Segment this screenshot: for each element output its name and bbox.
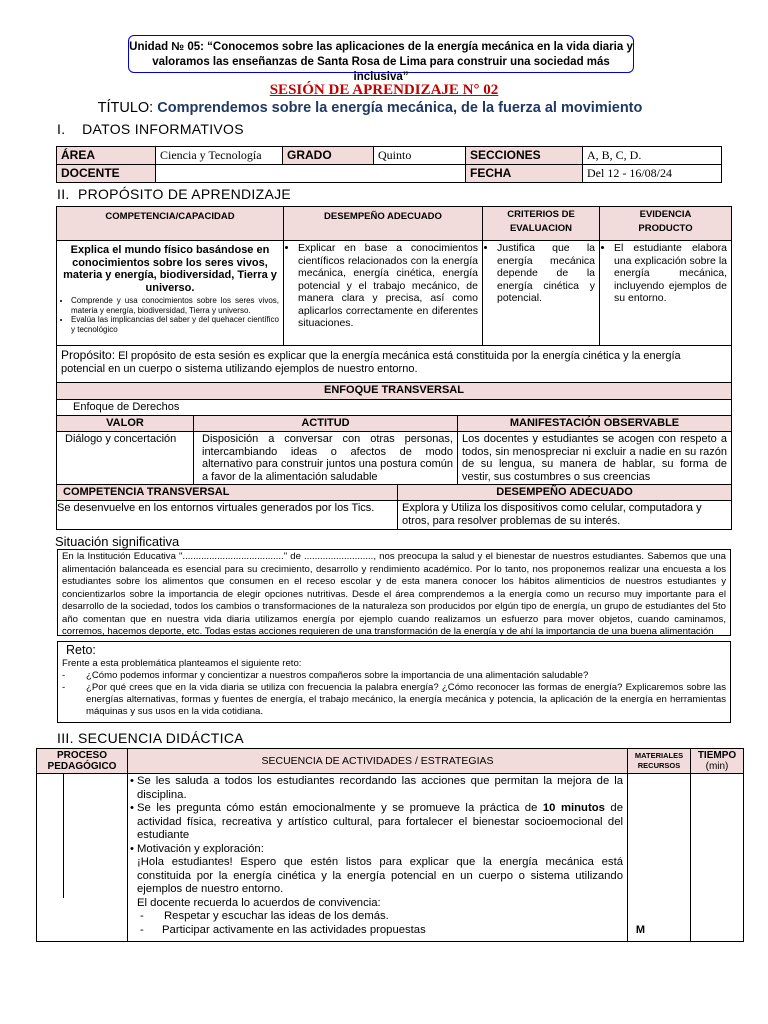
actividad-bullet-3: • Motivación y exploración: bbox=[130, 842, 264, 855]
fecha-label: FECHA bbox=[466, 165, 583, 183]
actitud-header: ACTITUD bbox=[194, 416, 458, 432]
actividad-text-part: Se les pregunta cómo están emocionalmente y se promueve la práctica de bbox=[137, 802, 543, 814]
docente-value bbox=[156, 165, 466, 183]
header-secuencia: SECUENCIA DE ACTIVIDADES / ESTRATEGIAS bbox=[128, 749, 628, 774]
manifestacion-value: Los docentes y estudiantes se acogen con respeto a todos, sin menospreciar ni excluir a nadie en su razón de su lengua, su manera de hablar, su forma de vestir, sus costumbres o sus creencias bbox=[458, 432, 732, 485]
manifestacion-header: MANIFESTACIÓN OBSERVABLE bbox=[458, 416, 732, 432]
header-evidencia-line-2: PRODUCTO bbox=[638, 223, 693, 234]
competencia-title: Explica el mundo físico basándose en conocimientos sobre los seres vivos, materia y energía, biodiversidad, Tierra y universo. bbox=[63, 244, 277, 294]
proceso-cell bbox=[37, 774, 128, 942]
actividad-bullet-1: • Se les saluda a todos los estudiantes recordando las acciones que permitan la mejora de la disciplina. bbox=[130, 775, 623, 801]
acuerdos-text: El docente recuerda lo acuerdos de convivencia: bbox=[137, 896, 381, 909]
docente-label: DOCENTE bbox=[57, 165, 156, 183]
titulo-label: TÍTULO: bbox=[97, 100, 154, 116]
header-tiempo-line-1: TIEMPO bbox=[697, 750, 737, 761]
section-proposito: II. PROPÓSITO DE APRENDIZAJE bbox=[57, 186, 292, 202]
unit-header-box bbox=[128, 35, 634, 83]
proposito-text: El propósito de esta sesión es explicar que la energía mecánica está constituida por la energía cinética y la energía potencial en un cuerpo o sistema utilizando ejemplos de nuestro entorno. bbox=[61, 350, 681, 375]
regla-item: - Respetar y escuchar las ideas de los demás. bbox=[140, 910, 389, 922]
secciones-value: A, B, C, D. bbox=[583, 147, 722, 165]
header-criterios-line-2: EVALUACION bbox=[509, 223, 573, 234]
regla-text: Participar activamente en las actividades propuestas bbox=[162, 923, 426, 936]
enfoque-value: Enfoque de Derechos bbox=[57, 400, 732, 416]
reto-title: Reto: bbox=[66, 643, 96, 657]
reto-item-2: - ¿Por qué crees que en la vida diaria se utiliza con frecuencia la palabra energía? ¿Cómo reconocer las formas de energía? Explicaremos sobre las energías alternativas, formas y fuentes de energía, el trabajo mecánico, la energía mecánica y potencia, la aplicación de la energía en herramientas máquinas y sus usos en la vida cotidiana. bbox=[62, 682, 726, 717]
reto-intro: Frente a esta problemática planteamos el siguiente reto: bbox=[62, 658, 302, 669]
area-value: Ciencia y Tecnología bbox=[156, 147, 283, 165]
situacion-title: Situación significativa bbox=[55, 534, 180, 549]
regla-item: - Participar activamente en las actividades propuestas bbox=[140, 923, 426, 936]
criterios-cell bbox=[483, 241, 600, 346]
situacion-text: En la Institución Educativa "......................................" de .........................., nos preocupa la salud y el bienestar de nuestros estudiantes. Sabemos que una alimentación balanceada es esencial para su crecimiento, desarrollo y rendimiento académico. Por lo tanto, nos proponemos realizar una encuesta a los estudiantes sobre los alimentos que consumen en el receso escolar y de esta manera conocer los hábitos alimenticios de nuestros estudiantes y concientizarlos sobre la importancia de elegir opciones nutritivas. Desde el área comprendemos a la energía como un recurso muy importante para el desarrollo de la sociedad, todos los cambios o transformaciones de la naturaleza son producidos por elgún tipo de energía, un grupo de estudiantes del 5to año comentan que en nuestra vida diaria utilizamos energía por ejemplo cuando realizamos un esfuerzo para mover objetos, cuando caminamos, corremos, hacemos deporte, etc. Todas estas acciones requieren de una transformación de la energía y de ahí la importancia de una buena alimentación bbox=[62, 551, 726, 636]
valor-value: Diálogo y concertación bbox=[57, 432, 194, 485]
reto-box bbox=[57, 641, 731, 723]
grado-label: GRADO bbox=[283, 147, 374, 165]
actividad-text: Se les saluda a todos los estudiantes recordando las acciones que permitan la mejora de la disciplina. bbox=[137, 775, 623, 801]
header-materiales-line-2: RECURSOS bbox=[637, 761, 681, 770]
reto-item-text: ¿Por qué crees que en la vida diaria se utiliza con frecuencia la palabra energía? ¿Cómo reconocer las formas de energía? Explicaremos sobre las energías alternativas, formas y fuentes de energía, el trabajo mecánico, la energía mecánica y potencia, la aplicación de la energía en herramientas máquinas y sus usos en la vida cotidiana. bbox=[86, 682, 726, 717]
competencia-transversal-table bbox=[56, 484, 732, 530]
proposito-block bbox=[56, 206, 732, 530]
header-competencia: COMPETENCIA/CAPACIDAD bbox=[57, 207, 284, 241]
secuencia-table bbox=[36, 748, 744, 942]
competencias-table bbox=[56, 206, 732, 383]
area-label: ÁREA bbox=[57, 147, 156, 165]
situacion-box bbox=[57, 549, 731, 636]
session-title: SESIÓN DE APRENDIZAJE N° 02 bbox=[269, 82, 499, 98]
header-materiales-line-1: MATERIALES bbox=[634, 751, 684, 760]
comp-trans-value: Se desenvuelve en los entornos virtuales generados por los Tics. bbox=[57, 501, 398, 530]
evidencia-text: • El estudiante elabora una explicación sobre la energía mecánica, incluyendo ejemplos de su entorno. bbox=[614, 242, 727, 305]
valor-header: VALOR bbox=[57, 416, 194, 432]
actividad-text-bold: 10 minutos bbox=[542, 802, 605, 814]
enfoque-table bbox=[56, 382, 732, 485]
header-criterios bbox=[483, 207, 600, 241]
header-evidencia bbox=[600, 207, 732, 241]
actividad-bullet-2: • Se les pregunta cómo están emocionalmente y se promueve la práctica de 10 minutos de actividad física, recreativa y artístico cultural, para fortalecer el bienestar socioemocional del estudiante bbox=[130, 802, 623, 841]
actividad-text-part: de actividad física, recreativa y artístico cultural, para fortalecer el bienestar socioemocional del estudiante bbox=[137, 802, 623, 841]
header-tiempo-line-2: (min) bbox=[705, 761, 729, 772]
desemp-trans-value: Explora y Utiliza los dispositivos como celular, computadora y otros, para resolver problemas de su interés. bbox=[398, 501, 732, 530]
criterios-text: • Justifica que la energía mecánica depende de la energía cinética y potencial. bbox=[497, 242, 595, 305]
unit-header-line-1: Unidad № 05: “Conocemos sobre las aplicaciones de la energía mecánica en la vida diaria y bbox=[129, 41, 633, 53]
section-secuencia: III. SECUENCIA DIDÁCTICA bbox=[57, 730, 244, 746]
actividades-cell bbox=[128, 774, 645, 942]
comp-trans-header: COMPETENCIA TRANSVERSAL bbox=[57, 485, 398, 501]
enfoque-header: ENFOQUE TRANSVERSAL bbox=[57, 383, 732, 400]
materiales-cell bbox=[628, 774, 691, 942]
actividad-text: Motivación y exploración: bbox=[137, 842, 264, 855]
desemp-trans-header: DESEMPEÑO ADECUADO bbox=[398, 485, 732, 501]
reto-item-1: - ¿Cómo podemos informar y concientizar a nuestros compañeros sobre la importancia de una alimentación saludable? bbox=[62, 670, 589, 681]
desempeno-text: • Explicar en base a conocimientos científicos relacionados con la energía mecánica, energía cinética, energía potencial y el trabajo mecánico, de manera clara y precisa, así como aplicarlos correctamente en diferentes situaciones. bbox=[298, 242, 478, 330]
header-desempeno: DESEMPEÑO ADECUADO bbox=[284, 207, 483, 241]
grado-value: Quinto bbox=[374, 147, 466, 165]
tiempo-cell bbox=[691, 774, 744, 942]
capacidad-item: • Evalúa las implicancias del saber y del quehacer científico y tecnológico bbox=[71, 315, 279, 334]
competencia-cell bbox=[57, 241, 284, 346]
header-materiales bbox=[628, 749, 691, 774]
secciones-label: SECCIONES bbox=[466, 147, 583, 165]
header-tiempo bbox=[691, 749, 744, 774]
header-proceso bbox=[37, 749, 128, 774]
actitud-value: Disposición a conversar con otras personas, intercambiando ideas o afectos de modo alternativo para construir juntos una postura común a favor de la alimentación saludable bbox=[194, 432, 458, 485]
marker-m: M bbox=[635, 923, 645, 936]
header-proceso-line-1: PROCESO bbox=[56, 750, 107, 761]
header-proceso-line-2: PEDAGÓGICO bbox=[47, 761, 117, 772]
reto-item-text: ¿Cómo podemos informar y concientizar a nuestros compañeros sobre la importancia de una alimentación saludable? bbox=[86, 670, 589, 681]
datos-informativos-table bbox=[56, 146, 722, 183]
section-datos-informativos: I. DATOS INFORMATIVOS bbox=[57, 121, 244, 137]
proposito-cell bbox=[57, 346, 732, 383]
titulo-line bbox=[0, 100, 740, 116]
actividad-text bbox=[137, 802, 623, 843]
fecha-value: Del 12 - 16/08/24 bbox=[583, 165, 722, 183]
regla-text: Respetar y escuchar las ideas de los demás. bbox=[164, 910, 389, 922]
header-criterios-line-1: CRITERIOS DE bbox=[507, 209, 575, 220]
capacidades-list bbox=[61, 296, 279, 334]
evidencia-cell bbox=[600, 241, 732, 346]
header-evidencia-line-1: EVIDENCIA bbox=[639, 209, 692, 220]
capacidad-item: • Comprende y usa conocimientos sobre los seres vivos, materia y energía, biodiversidad, Tierra y universo. bbox=[71, 296, 279, 315]
titulo-text: Comprendemos sobre la energía mecánica, de la fuerza al movimiento bbox=[157, 100, 643, 116]
unit-header-line-2: valoramos las enseñanzas de Santa Rosa de Lima para construir una sociedad más inclusiva” bbox=[152, 56, 610, 83]
desempeno-cell bbox=[284, 241, 483, 346]
proposito-label: Propósito: bbox=[61, 348, 116, 362]
saludo-text: ¡Hola estudiantes! Espero que estén listos para explicar que la energía mecánica está constituida por la energía cinética y la energía potencial en un cuerpo o sistema utilizando ejemplos de nuestro entorno. bbox=[137, 856, 623, 895]
